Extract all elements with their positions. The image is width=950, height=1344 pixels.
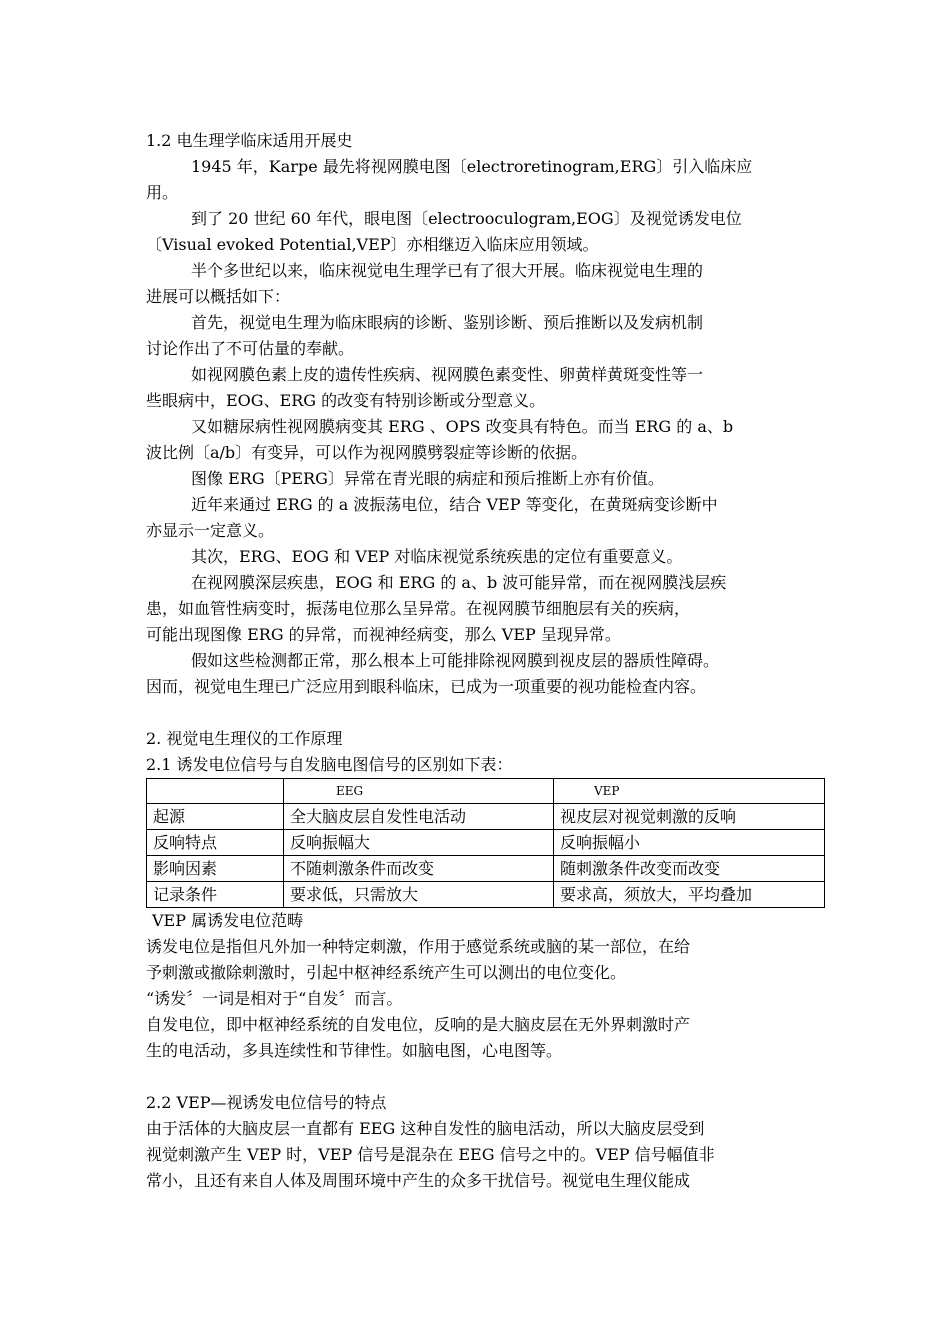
table-note: VEP 属诱发电位范畴 [152, 911, 304, 930]
paragraph-line: 近年来通过 ERG 的 a 波振荡电位，结合 VEP 等变化，在黄斑病变诊断中 [191, 495, 718, 514]
comparison-table [146, 778, 825, 908]
paragraph-line: 由于活体的大脑皮层一直都有 EEG 这种自发性的脑电活动，所以大脑皮层受到 [146, 1119, 705, 1138]
paragraph-line: 如视网膜色素上皮的遗传性疾病、视网膜色素变性、卵黄样黄斑变性等一 [191, 365, 704, 384]
paragraph-line: 其次，ERG、EOG 和 VEP 对临床视觉系统疾患的定位有重要意义。 [191, 547, 683, 566]
table-cell: 影响因素 [147, 856, 284, 882]
paragraph-line: 常小，且还有来自人体及周围环境中产生的众多干扰信号。视觉电生理仪能成 [146, 1171, 691, 1190]
table-cell: 视皮层对视觉刺激的反响 [554, 804, 825, 830]
paragraph-line: 1945 年，Karpe 最先将视网膜电图〔electroretinogram,ERG〕引入临床应 [191, 157, 753, 176]
table-header-row [147, 779, 825, 804]
paragraph-line: 些眼病中，EOG、ERG 的改变有特别诊断或分型意义。 [146, 391, 546, 410]
paragraph-line: 到了 20 世纪 60 年代，眼电图〔electrooculogram,EOG〕及视觉诱发电位 [191, 209, 742, 228]
table-cell: 反响特点 [147, 830, 284, 856]
table-cell: 起源 [147, 804, 284, 830]
table-cell: 全大脑皮层自发性电活动 [284, 804, 554, 830]
table-cell: 反响振幅小 [554, 830, 825, 856]
paragraph-line: 自发电位，即中枢神经系统的自发电位，反响的是大脑皮层在无外界刺激时产 [146, 1015, 691, 1034]
paragraph-line: 诱发电位是指但凡外加一种特定刺激，作用于感觉系统或脑的某一部位，在给 [146, 937, 691, 956]
paragraph-line: 生的电活动，多具连续性和节律性。如脑电图，心电图等。 [146, 1041, 563, 1060]
paragraph-line: 因而，视觉电生理已广泛应用到眼科临床，已成为一项重要的视功能检查内容。 [146, 677, 707, 696]
paragraph-line: 半个多世纪以来，临床视觉电生理学已有了很大开展。临床视觉电生理的 [191, 261, 704, 280]
table-cell: 记录条件 [147, 882, 284, 908]
paragraph-line: “诱发〞一词是相对于“自发〞而言。 [146, 989, 403, 1008]
section-2-2-heading: 2.2 VEP—视诱发电位信号的特点 [146, 1093, 387, 1112]
paragraph-line: 用。 [146, 183, 179, 202]
table-cell: 要求低，只需放大 [284, 882, 554, 908]
section-2-heading: 2. 视觉电生理仪的工作原理 [146, 729, 343, 748]
paragraph-line: 假如这些检测都正常，那么根本上可能排除视网膜到视皮层的器质性障碍。 [191, 651, 720, 670]
table-row [147, 830, 825, 856]
paragraph-gap [146, 700, 826, 726]
table-cell: 要求高，须放大，平均叠加 [554, 882, 825, 908]
paragraph-line: 予刺激或撤除刺激时，引起中枢神经系统产生可以测出的电位变化。 [146, 963, 627, 982]
paragraph-line: 患，如血管性病变时，振荡电位那么呈异常。在视网膜节细胞层有关的疾病， [146, 599, 691, 618]
table-header-cell: VEP [554, 779, 825, 804]
paragraph-line: 〔Visual evoked Potential,VEP〕亦相继迈入临床应用领域。 [146, 235, 599, 254]
paragraph-line: 视觉刺激产生 VEP 时，VEP 信号是混杂在 EEG 信号之中的。VEP 信号幅值非 [146, 1145, 715, 1164]
table-row [147, 882, 825, 908]
paragraph-gap [146, 1064, 826, 1090]
paragraph-line: 讨论作出了不可估量的奉献。 [146, 339, 355, 358]
table-header-cell [147, 779, 284, 804]
table-cell: 不随刺激条件而改变 [284, 856, 554, 882]
section-2-1-heading: 2.1 诱发电位信号与自发脑电图信号的区别如下表： [146, 755, 513, 774]
document-body [146, 128, 826, 1194]
table-cell: 反响振幅大 [284, 830, 554, 856]
table-header-cell: EEG [284, 779, 554, 804]
paragraph-line: 首先，视觉电生理为临床眼病的诊断、鉴别诊断、预后推断以及发病机制 [191, 313, 704, 332]
table-row [147, 856, 825, 882]
paragraph-line: 又如糖尿病性视网膜病变其 ERG 、OPS 改变具有特色。而当 ERG 的 a、b [191, 417, 734, 436]
paragraph-line: 进展可以概括如下： [146, 287, 291, 306]
section-1-2-heading: 1.2 电生理学临床适用开展史 [146, 131, 353, 150]
paragraph-line: 图像 ERG〔PERG〕异常在青光眼的病症和预后推断上亦有价值。 [191, 469, 664, 488]
paragraph-line: 在视网膜深层疾患，EOG 和 ERG 的 a、b 波可能异常，而在视网膜浅层疾 [191, 573, 727, 592]
paragraph-line: 波比例〔a/b〕有变异，可以作为视网膜劈裂症等诊断的依据。 [146, 443, 588, 462]
paragraph-line: 亦显示一定意义。 [146, 521, 275, 540]
table-cell: 随刺激条件改变而改变 [554, 856, 825, 882]
table-row [147, 804, 825, 830]
paragraph-line: 可能出现图像 ERG 的异常，而视神经病变，那么 VEP 呈现异常。 [146, 625, 621, 644]
